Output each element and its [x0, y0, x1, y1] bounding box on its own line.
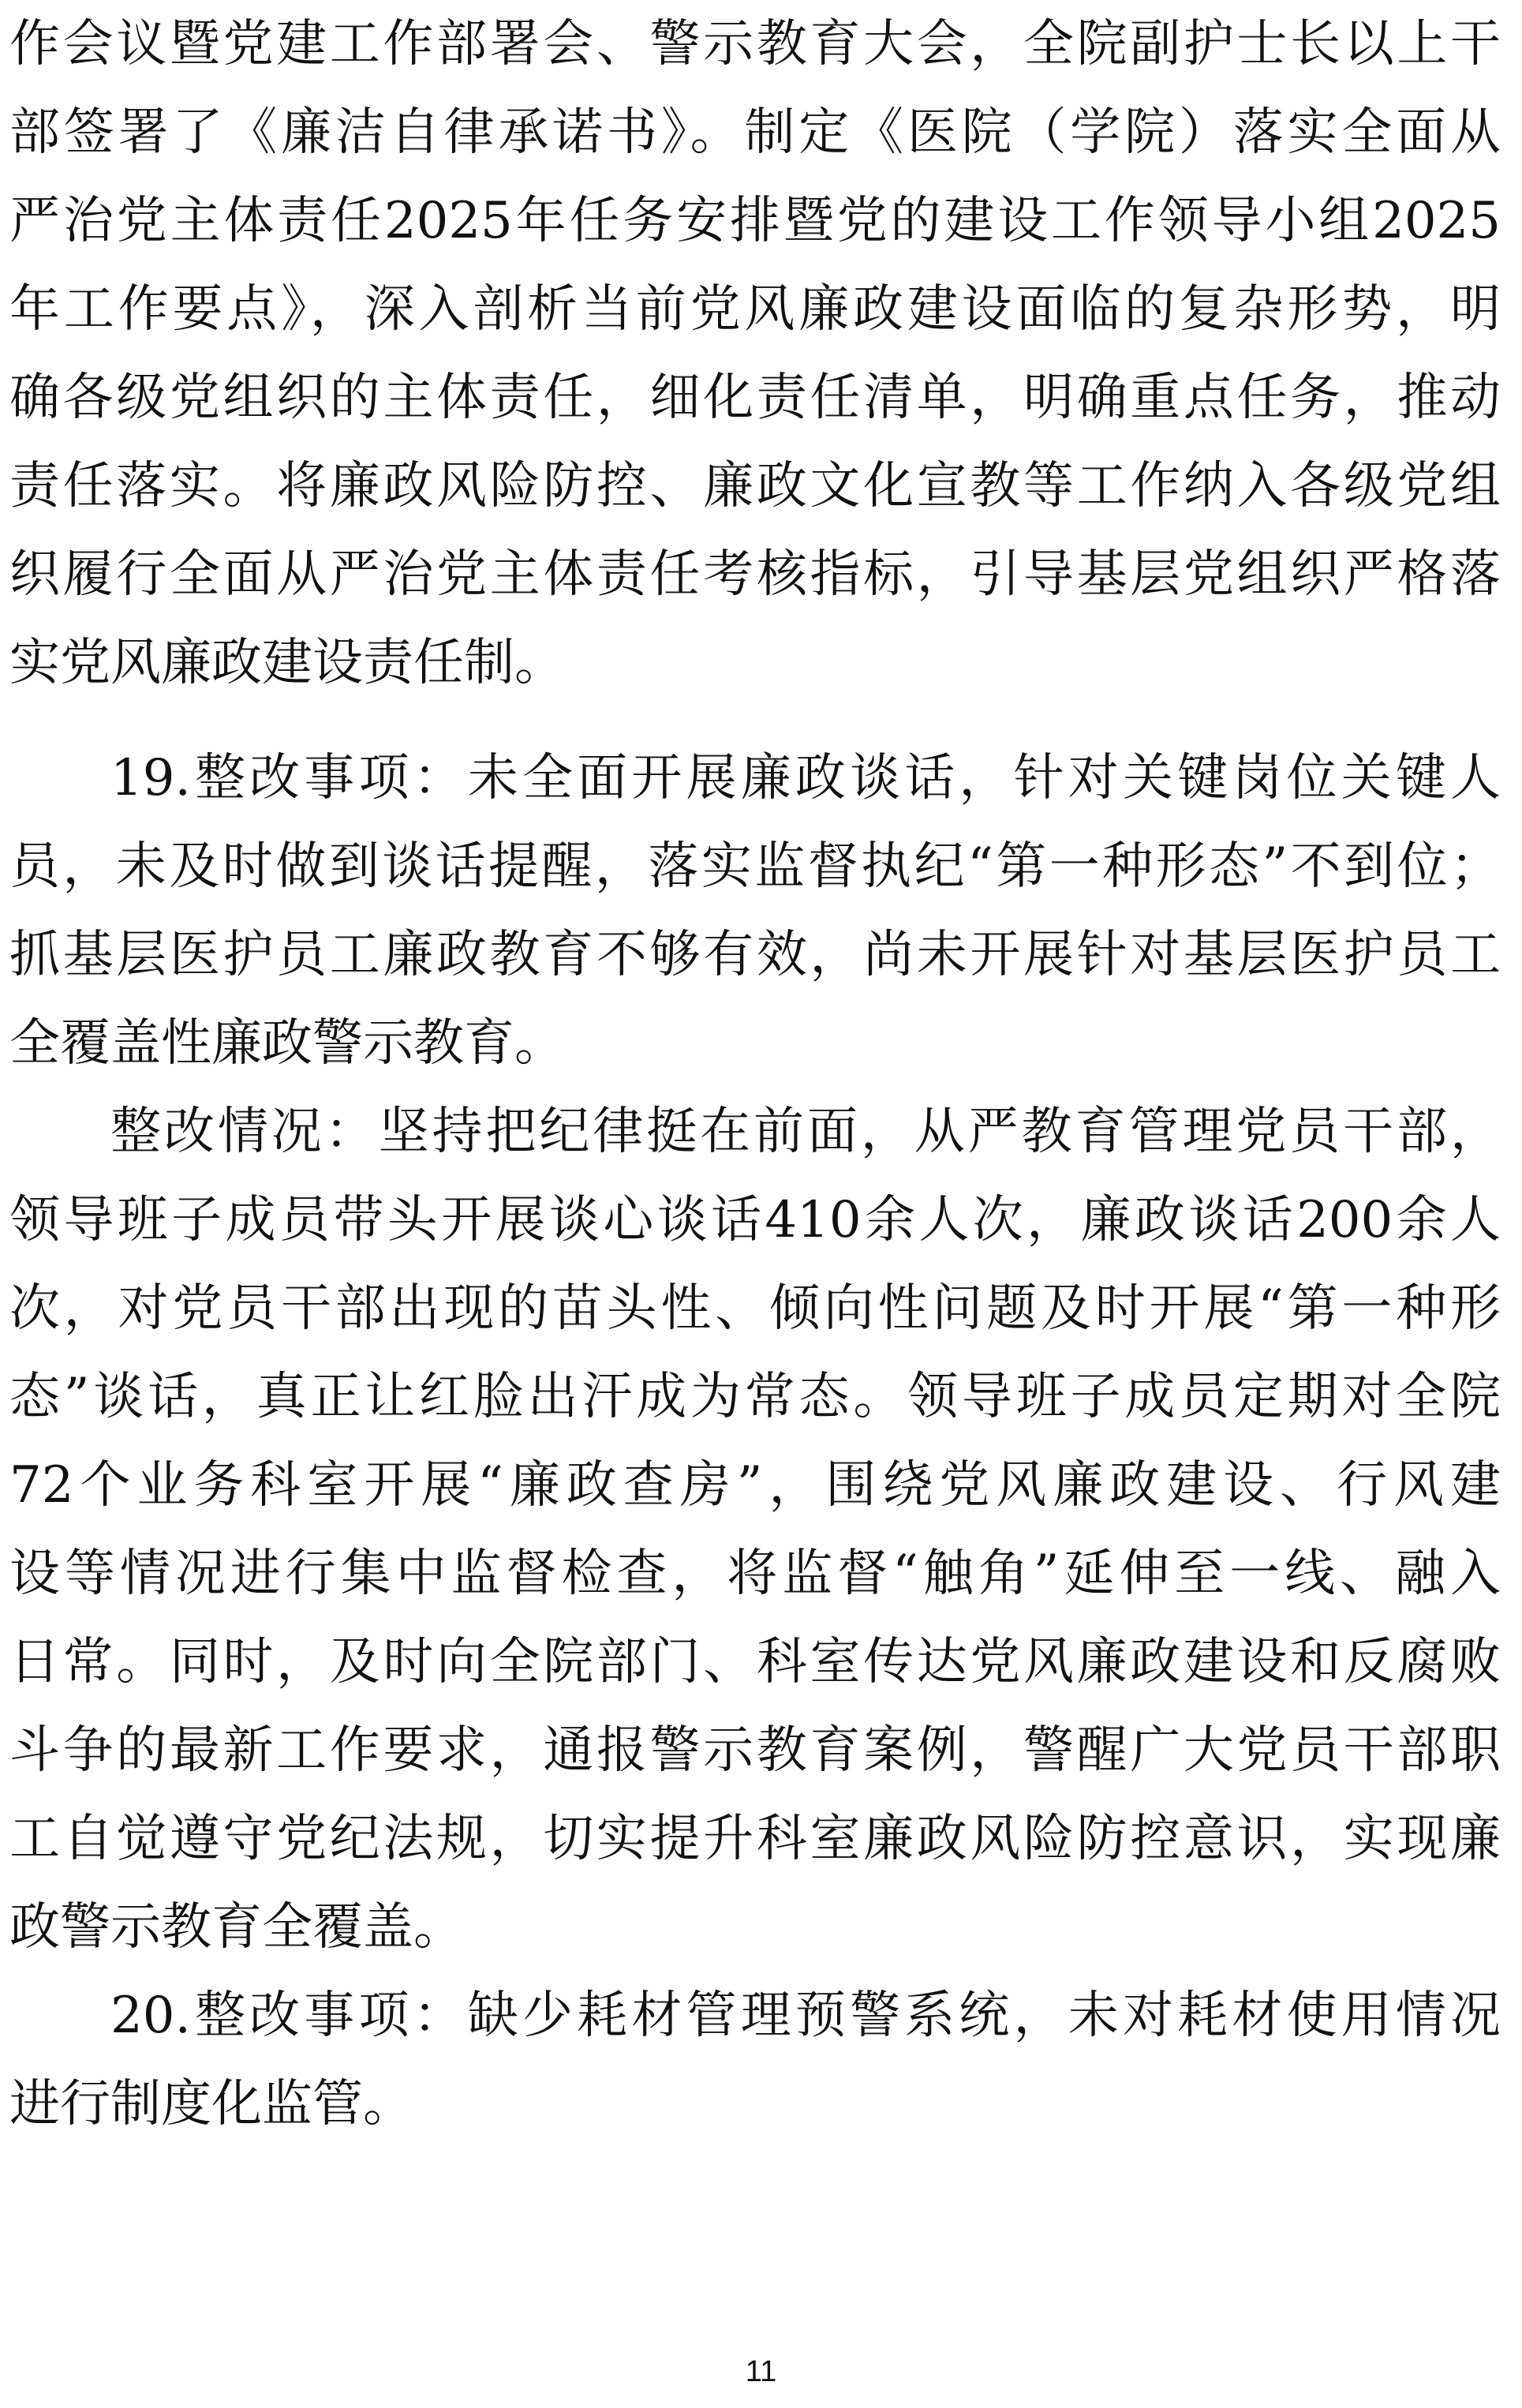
text-line: 抓基层医护员工廉政教育不够有效，尚未开展针对基层医护员工 [9, 926, 1501, 984]
text-line: 态”谈话，真正让红脸出汗成为常态。领导班子成员定期对全院 [9, 1368, 1501, 1426]
text-line: 日常。同时，及时向全院部门、科室传达党风廉政建设和反腐败 [9, 1633, 1501, 1691]
text-line: 确各级党组织的主体责任，细化责任清单，明确重点任务，推动 [9, 369, 1501, 427]
text-line: 作会议暨党建工作部署会、警示教育大会，全院副护士长以上干 [9, 15, 1501, 73]
text-line: 员，未及时做到谈话提醒，落实监督执纪“第一种形态”不到位； [9, 837, 1501, 896]
text-line: 部签署了《廉洁自律承诺书》。制定《医院（学院）落实全面从 [9, 103, 1501, 162]
text-line: 责任落实。将廉政风险防控、廉政文化宣教等工作纳入各级党组 [9, 457, 1501, 515]
rectification-status-heading: 整改情况：坚持把纪律挺在前面，从严教育管理党员干部， [110, 1103, 1501, 1161]
text-line: 工自觉遵守党纪法规，切实提升科室廉政风险防控意识，实现廉 [9, 1810, 1501, 1868]
text-line: 次，对党员干部出现的苗头性、倾向性问题及时开展“第一种形 [9, 1279, 1501, 1338]
text-line: 年工作要点》，深入剖析当前党风廉政建设面临的复杂形势，明 [9, 280, 1501, 339]
text-line: 斗争的最新工作要求，通报警示教育案例，警醒广大党员干部职 [9, 1721, 1501, 1780]
item-19-heading: 19.整改事项：未全面开展廉政谈话，针对关键岗位关键人 [110, 749, 1501, 807]
item-20-heading: 20.整改事项：缺少耗材管理预警系统，未对耗材使用情况 [110, 1987, 1501, 2045]
page-number: 11 [745, 2355, 777, 2388]
text-line: 进行制度化监管。 [9, 2075, 413, 2133]
text-line: 政警示教育全覆盖。 [9, 1898, 464, 1957]
text-line: 织履行全面从严治党主体责任考核指标，引导基层党组织严格落 [9, 545, 1501, 604]
text-line: 领导班子成员带头开展谈心谈话410余人次，廉政谈话200余人 [9, 1191, 1501, 1249]
text-line: 严治党主体责任2025年任务安排暨党的建设工作领导小组2025 [9, 192, 1501, 250]
text-line: 设等情况进行集中监督检查，将监督“触角”延伸至一线、融入 [9, 1545, 1501, 1603]
text-line: 72个业务科室开展“廉政查房”，围绕党风廉政建设、行风建 [9, 1456, 1501, 1515]
text-line: 全覆盖性廉政警示教育。 [9, 1014, 565, 1073]
text-line: 实党风廉政建设责任制。 [9, 634, 565, 692]
